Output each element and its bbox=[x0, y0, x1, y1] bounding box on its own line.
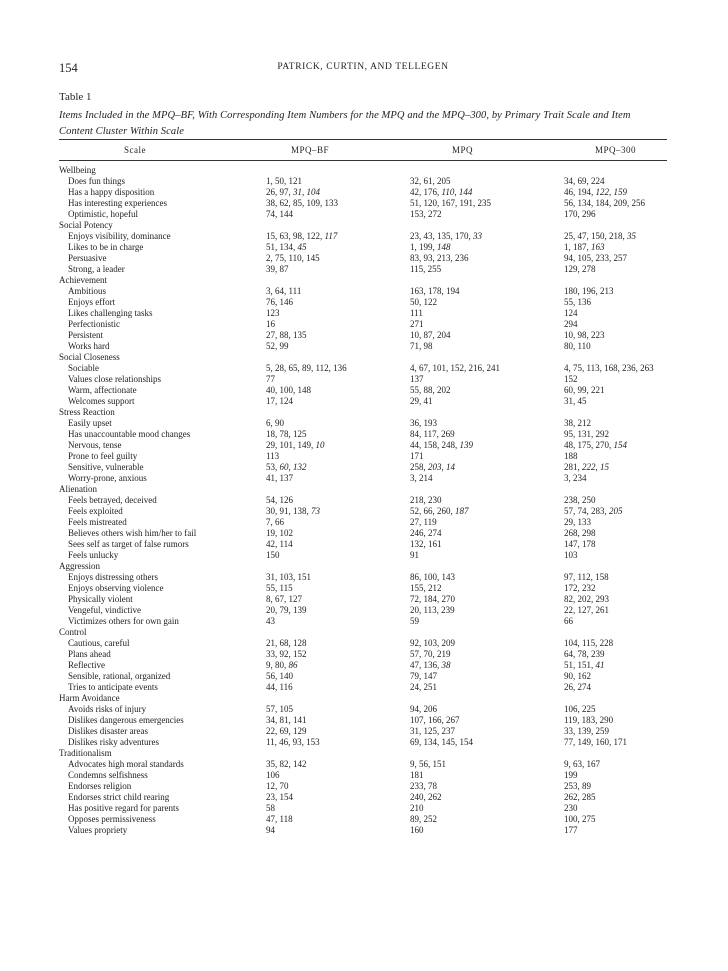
mpq-items: 1, 199, 148 bbox=[410, 242, 451, 252]
mpq-300-items: 1, 187, 163 bbox=[564, 242, 605, 252]
mpq-items: 44, 158, 248, 139 bbox=[410, 440, 473, 450]
item-cluster-label: Welcomes support bbox=[68, 396, 135, 406]
mpq-bf-items: 55, 115 bbox=[266, 583, 293, 593]
mpq-bf-items: 57, 105 bbox=[266, 704, 293, 714]
scale-name: Social Potency bbox=[59, 220, 113, 230]
mpq-bf-items: 16 bbox=[266, 319, 275, 329]
mpq-bf-items: 8, 67, 127 bbox=[266, 594, 302, 604]
mpq-items: 94, 206 bbox=[410, 704, 437, 714]
table-row bbox=[59, 814, 667, 825]
mpq-bf-items: 21, 68, 128 bbox=[266, 638, 307, 648]
item-cluster-label: Endorses religion bbox=[68, 781, 132, 791]
table-row bbox=[59, 572, 667, 583]
mpq-300-items: 56, 134, 184, 209, 256 bbox=[564, 198, 645, 208]
scale-name: Harm Avoidance bbox=[59, 693, 120, 703]
item-cluster-label: Warm, affectionate bbox=[68, 385, 137, 395]
item-cluster-label: Feels betrayed, deceived bbox=[68, 495, 157, 505]
mpq-items: 160 bbox=[410, 825, 424, 835]
table-row bbox=[59, 308, 667, 319]
table-body bbox=[59, 165, 667, 836]
mpq-items: 92, 103, 209 bbox=[410, 638, 455, 648]
table-row bbox=[59, 671, 667, 682]
item-cluster-label: Sees self as target of false rumors bbox=[68, 539, 189, 549]
running-title: PATRICK, CURTIN, AND TELLEGEN bbox=[277, 62, 449, 72]
mpq-bf-items: 22, 69, 129 bbox=[266, 726, 307, 736]
table-row bbox=[59, 242, 667, 253]
item-cluster-label: Endorses strict child rearing bbox=[68, 792, 170, 802]
mpq-300-items: 55, 136 bbox=[564, 297, 591, 307]
mpq-300-items: 100, 275 bbox=[564, 814, 596, 824]
mpq-items: 57, 70, 219 bbox=[410, 649, 451, 659]
mpq-300-items: 80, 110 bbox=[564, 341, 591, 351]
mpq-300-items: 230 bbox=[564, 803, 578, 813]
item-cluster-label: Enjoys visibility, dominance bbox=[68, 231, 171, 241]
mpq-bf-items: 54, 126 bbox=[266, 495, 293, 505]
mpq-bf-items: 30, 91, 138, 73 bbox=[266, 506, 320, 516]
mpq-items: 246, 274 bbox=[410, 528, 442, 538]
mpq-300-items: 33, 139, 259 bbox=[564, 726, 609, 736]
mpq-items: 72, 184, 270 bbox=[410, 594, 455, 604]
mpq-items: 79, 147 bbox=[410, 671, 437, 681]
mpq-bf-items: 11, 46, 93, 153 bbox=[266, 737, 320, 747]
mpq-300-items: 180, 196, 213 bbox=[564, 286, 614, 296]
mpq-300-items: 9, 63, 167 bbox=[564, 759, 600, 769]
scale-heading-row bbox=[59, 748, 667, 759]
mpq-items: 23, 43, 135, 170, 33 bbox=[410, 231, 482, 241]
mpq-300-items: 103 bbox=[564, 550, 578, 560]
mpq-bf-items: 29, 101, 149, 10 bbox=[266, 440, 325, 450]
table-row bbox=[59, 363, 667, 374]
scale-heading-row bbox=[59, 407, 667, 418]
table-row bbox=[59, 737, 667, 748]
mpq-items: 233, 78 bbox=[410, 781, 437, 791]
item-cluster-label: Prone to feel guilty bbox=[68, 451, 138, 461]
table-row bbox=[59, 792, 667, 803]
scale-name: Alienation bbox=[59, 484, 97, 494]
item-cluster-label: Values propriety bbox=[68, 825, 128, 835]
item-cluster-label: Optimistic, hopeful bbox=[68, 209, 138, 219]
mpq-items: 51, 120, 167, 191, 235 bbox=[410, 198, 491, 208]
mpq-bf-items: 27, 88, 135 bbox=[266, 330, 307, 340]
table-row bbox=[59, 198, 667, 209]
table-row bbox=[59, 770, 667, 781]
mpq-items: 29, 41 bbox=[410, 396, 433, 406]
mpq-items: 9, 56, 151 bbox=[410, 759, 446, 769]
item-cluster-label: Enjoys observing violence bbox=[68, 583, 164, 593]
table-row bbox=[59, 528, 667, 539]
item-cluster-label: Cautious, careful bbox=[68, 638, 130, 648]
table-row bbox=[59, 715, 667, 726]
mpq-items: 84, 117, 269 bbox=[410, 429, 455, 439]
mpq-300-items: 268, 298 bbox=[564, 528, 596, 538]
item-cluster-label: Reflective bbox=[68, 660, 105, 670]
mpq-bf-items: 41, 137 bbox=[266, 473, 293, 483]
table-row bbox=[59, 264, 667, 275]
mpq-bf-items: 2, 75, 110, 145 bbox=[266, 253, 320, 263]
scale-heading-row bbox=[59, 352, 667, 363]
scale-heading-row bbox=[59, 220, 667, 231]
table-row bbox=[59, 517, 667, 528]
item-cluster-label: Vengeful, vindictive bbox=[68, 605, 141, 615]
item-cluster-label: Works hard bbox=[68, 341, 110, 351]
mpq-300-items: 94, 105, 233, 257 bbox=[564, 253, 627, 263]
table-row bbox=[59, 616, 667, 627]
item-cluster-label: Plans ahead bbox=[68, 649, 111, 659]
mpq-300-items: 29, 133 bbox=[564, 517, 591, 527]
mpq-300-items: 34, 69, 224 bbox=[564, 176, 605, 186]
mpq-300-items: 66 bbox=[564, 616, 573, 626]
table-row bbox=[59, 682, 667, 693]
mpq-bf-items: 12, 70 bbox=[266, 781, 289, 791]
item-cluster-label: Values close relationships bbox=[68, 374, 161, 384]
table-row bbox=[59, 297, 667, 308]
mpq-300-items: 10, 98, 223 bbox=[564, 330, 605, 340]
item-cluster-label: Likes challenging tasks bbox=[68, 308, 153, 318]
mpq-300-items: 46, 194, 122, 159 bbox=[564, 187, 627, 197]
mpq-bf-items: 35, 82, 142 bbox=[266, 759, 307, 769]
mpq-items: 3, 214 bbox=[410, 473, 433, 483]
table-row bbox=[59, 418, 667, 429]
mpq-300-items: 60, 99, 221 bbox=[564, 385, 605, 395]
mpq-bf-items: 94 bbox=[266, 825, 275, 835]
table-row bbox=[59, 462, 667, 473]
item-cluster-label: Perfectionistic bbox=[68, 319, 120, 329]
mpq-bf-items: 15, 63, 98, 122, 117 bbox=[266, 231, 338, 241]
table-row bbox=[59, 550, 667, 561]
mpq-bf-items: 76, 146 bbox=[266, 297, 293, 307]
item-cluster-label: Nervous, tense bbox=[68, 440, 122, 450]
table-row bbox=[59, 803, 667, 814]
item-cluster-label: Feels exploited bbox=[68, 506, 123, 516]
scale-heading-row bbox=[59, 627, 667, 638]
table-top-rule bbox=[59, 139, 667, 140]
mpq-bf-items: 47, 118 bbox=[266, 814, 293, 824]
scale-heading-row bbox=[59, 693, 667, 704]
scale-name: Control bbox=[59, 627, 87, 637]
table-row bbox=[59, 396, 667, 407]
mpq-items: 181 bbox=[410, 770, 424, 780]
mpq-bf-items: 53, 60, 132 bbox=[266, 462, 307, 472]
table-row bbox=[59, 594, 667, 605]
scale-name: Stress Reaction bbox=[59, 407, 115, 417]
mpq-items: 52, 66, 260, 187 bbox=[410, 506, 469, 516]
item-cluster-label: Sensitive, vulnerable bbox=[68, 462, 144, 472]
mpq-items: 10, 87, 204 bbox=[410, 330, 451, 340]
scale-heading-row bbox=[59, 275, 667, 286]
mpq-items: 107, 166, 267 bbox=[410, 715, 460, 725]
mpq-bf-items: 19, 102 bbox=[266, 528, 293, 538]
mpq-300-items: 22, 127, 261 bbox=[564, 605, 609, 615]
mpq-items: 91 bbox=[410, 550, 419, 560]
mpq-300-items: 57, 74, 283, 205 bbox=[564, 506, 623, 516]
item-cluster-label: Feels unlucky bbox=[68, 550, 119, 560]
scale-name: Achievement bbox=[59, 275, 107, 285]
table-row bbox=[59, 759, 667, 770]
mpq-300-items: 38, 212 bbox=[564, 418, 591, 428]
mpq-items: 240, 262 bbox=[410, 792, 442, 802]
header-mpq: MPQ bbox=[452, 145, 474, 155]
mpq-300-items: 281, 222, 15 bbox=[564, 462, 609, 472]
mpq-300-items: 25, 47, 150, 218, 35 bbox=[564, 231, 636, 241]
mpq-items: 4, 67, 101, 152, 216, 241 bbox=[410, 363, 500, 373]
table-row bbox=[59, 451, 667, 462]
table-row bbox=[59, 341, 667, 352]
mpq-300-items: 4, 75, 113, 168, 236, 263 bbox=[564, 363, 654, 373]
table-row bbox=[59, 286, 667, 297]
mpq-300-items: 199 bbox=[564, 770, 578, 780]
mpq-items: 271 bbox=[410, 319, 424, 329]
item-cluster-label: Avoids risks of injury bbox=[68, 704, 147, 714]
table-row bbox=[59, 253, 667, 264]
mpq-bf-items: 77 bbox=[266, 374, 275, 384]
item-cluster-label: Enjoys effort bbox=[68, 297, 116, 307]
item-cluster-label: Dislikes disaster areas bbox=[68, 726, 148, 736]
mpq-300-items: 262, 285 bbox=[564, 792, 596, 802]
page-number: 154 bbox=[59, 61, 78, 75]
mpq-bf-items: 39, 87 bbox=[266, 264, 289, 274]
item-cluster-label: Has positive regard for parents bbox=[68, 803, 179, 813]
mpq-bf-items: 123 bbox=[266, 308, 280, 318]
table-row bbox=[59, 726, 667, 737]
mpq-items: 47, 136, 38 bbox=[410, 660, 451, 670]
item-cluster-label: Sensible, rational, organized bbox=[68, 671, 171, 681]
item-cluster-label: Has unaccountable mood changes bbox=[68, 429, 191, 439]
mpq-items: 20, 113, 239 bbox=[410, 605, 455, 615]
mpq-300-items: 124 bbox=[564, 308, 578, 318]
item-cluster-label: Likes to be in charge bbox=[68, 242, 144, 252]
mpq-300-items: 170, 296 bbox=[564, 209, 596, 219]
table-row bbox=[59, 781, 667, 792]
mpq-bf-items: 113 bbox=[266, 451, 280, 461]
table-header-row bbox=[59, 145, 667, 157]
mpq-bf-items: 43 bbox=[266, 616, 275, 626]
mpq-bf-items: 34, 81, 141 bbox=[266, 715, 307, 725]
table-row bbox=[59, 605, 667, 616]
table-header-rule bbox=[59, 160, 667, 161]
mpq-300-items: 188 bbox=[564, 451, 578, 461]
item-cluster-label: Sociable bbox=[68, 363, 99, 373]
table-row bbox=[59, 187, 667, 198]
mpq-300-items: 238, 250 bbox=[564, 495, 596, 505]
mpq-bf-items: 31, 103, 151 bbox=[266, 572, 311, 582]
mpq-items: 55, 88, 202 bbox=[410, 385, 451, 395]
mpq-bf-items: 1, 50, 121 bbox=[266, 176, 302, 186]
mpq-bf-items: 7, 66 bbox=[266, 517, 284, 527]
item-cluster-label: Enjoys distressing others bbox=[68, 572, 158, 582]
item-cluster-label: Opposes permissiveness bbox=[68, 814, 156, 824]
mpq-300-items: 104, 115, 228 bbox=[564, 638, 614, 648]
item-cluster-label: Physically violent bbox=[68, 594, 133, 604]
table-row bbox=[59, 825, 667, 836]
mpq-300-items: 51, 151, 41 bbox=[564, 660, 605, 670]
mpq-items: 36, 193 bbox=[410, 418, 437, 428]
table-row bbox=[59, 506, 667, 517]
mpq-300-items: 26, 274 bbox=[564, 682, 591, 692]
mpq-items: 153, 272 bbox=[410, 209, 442, 219]
mpq-300-items: 77, 149, 160, 171 bbox=[564, 737, 627, 747]
mpq-items: 132, 161 bbox=[410, 539, 442, 549]
scale-name: Wellbeing bbox=[59, 165, 96, 175]
mpq-items: 50, 122 bbox=[410, 297, 437, 307]
table-row bbox=[59, 495, 667, 506]
mpq-items: 210 bbox=[410, 803, 424, 813]
mpq-items: 42, 176, 110, 144 bbox=[410, 187, 473, 197]
table-row bbox=[59, 429, 667, 440]
mpq-items: 69, 134, 145, 154 bbox=[410, 737, 473, 747]
mpq-bf-items: 9, 80, 86 bbox=[266, 660, 298, 670]
mpq-items: 27, 119 bbox=[410, 517, 437, 527]
table-row bbox=[59, 649, 667, 660]
item-cluster-label: Worry-prone, anxious bbox=[68, 473, 147, 483]
scale-name: Traditionalism bbox=[59, 748, 112, 758]
mpq-bf-items: 42, 114 bbox=[266, 539, 293, 549]
table-row bbox=[59, 209, 667, 220]
header-mpq-300: MPQ–300 bbox=[595, 145, 637, 155]
mpq-items: 111 bbox=[410, 308, 423, 318]
table-row bbox=[59, 319, 667, 330]
item-cluster-label: Condemns selfishness bbox=[68, 770, 148, 780]
header-scale: Scale bbox=[124, 145, 146, 155]
table-row bbox=[59, 374, 667, 385]
mpq-300-items: 106, 225 bbox=[564, 704, 596, 714]
mpq-bf-items: 20, 79, 139 bbox=[266, 605, 307, 615]
mpq-bf-items: 51, 134, 45 bbox=[266, 242, 307, 252]
mpq-300-items: 129, 278 bbox=[564, 264, 596, 274]
item-cluster-label: Easily upset bbox=[68, 418, 112, 428]
mpq-items: 24, 251 bbox=[410, 682, 437, 692]
item-cluster-label: Tries to anticipate events bbox=[68, 682, 158, 692]
mpq-300-items: 119, 183, 290 bbox=[564, 715, 614, 725]
mpq-items: 31, 125, 237 bbox=[410, 726, 455, 736]
mpq-bf-items: 106 bbox=[266, 770, 280, 780]
table-label: Table 1 bbox=[59, 91, 92, 103]
mpq-items: 137 bbox=[410, 374, 424, 384]
item-cluster-label: Ambitious bbox=[68, 286, 107, 296]
table-row bbox=[59, 473, 667, 484]
mpq-bf-items: 74, 144 bbox=[266, 209, 293, 219]
item-cluster-label: Persuasive bbox=[68, 253, 107, 263]
item-cluster-label: Advocates high moral standards bbox=[68, 759, 184, 769]
mpq-items: 115, 255 bbox=[410, 264, 442, 274]
mpq-items: 218, 230 bbox=[410, 495, 442, 505]
item-cluster-label: Victimizes others for own gain bbox=[68, 616, 179, 626]
mpq-300-items: 152 bbox=[564, 374, 578, 384]
item-cluster-label: Feels mistreated bbox=[68, 517, 127, 527]
mpq-items: 155, 212 bbox=[410, 583, 442, 593]
item-cluster-label: Dislikes dangerous emergencies bbox=[68, 715, 184, 725]
mpq-bf-items: 5, 28, 65, 89, 112, 136 bbox=[266, 363, 347, 373]
mpq-bf-items: 3, 64, 111 bbox=[266, 286, 302, 296]
mpq-items: 89, 252 bbox=[410, 814, 437, 824]
running-head bbox=[59, 61, 667, 75]
item-cluster-label: Persistent bbox=[68, 330, 103, 340]
mpq-bf-items: 44, 116 bbox=[266, 682, 293, 692]
table-row bbox=[59, 440, 667, 451]
mpq-300-items: 177 bbox=[564, 825, 578, 835]
table-row bbox=[59, 231, 667, 242]
table-row bbox=[59, 539, 667, 550]
mpq-bf-items: 33, 92, 152 bbox=[266, 649, 307, 659]
mpq-300-items: 97, 112, 158 bbox=[564, 572, 609, 582]
mpq-300-items: 31, 45 bbox=[564, 396, 587, 406]
mpq-bf-items: 6, 90 bbox=[266, 418, 284, 428]
mpq-300-items: 64, 78, 239 bbox=[564, 649, 605, 659]
scale-heading-row bbox=[59, 561, 667, 572]
scale-heading-row bbox=[59, 165, 667, 176]
table-caption: Items Included in the MPQ–BF, With Corresponding Item Numbers for the MPQ and the MPQ–300, by Primary Trait Scale and Item Content Cluster Within Scale bbox=[59, 110, 631, 137]
scale-name: Aggression bbox=[59, 561, 100, 571]
table-row bbox=[59, 704, 667, 715]
table-row bbox=[59, 660, 667, 671]
mpq-bf-items: 58 bbox=[266, 803, 275, 813]
mpq-300-items: 147, 178 bbox=[564, 539, 596, 549]
mpq-items: 163, 178, 194 bbox=[410, 286, 460, 296]
item-cluster-label: Has interesting experiences bbox=[68, 198, 167, 208]
mpq-bf-items: 26, 97, 31, 104 bbox=[266, 187, 320, 197]
mpq-bf-items: 150 bbox=[266, 550, 280, 560]
header-mpq-bf: MPQ–BF bbox=[291, 145, 330, 155]
table-row bbox=[59, 330, 667, 341]
mpq-items: 71, 98 bbox=[410, 341, 433, 351]
mpq-items: 32, 61, 205 bbox=[410, 176, 451, 186]
mpq-bf-items: 23, 154 bbox=[266, 792, 293, 802]
mpq-bf-items: 52, 99 bbox=[266, 341, 289, 351]
mpq-bf-items: 18, 78, 125 bbox=[266, 429, 307, 439]
mpq-items: 83, 93, 213, 236 bbox=[410, 253, 469, 263]
item-cluster-label: Has a happy disposition bbox=[68, 187, 155, 197]
mpq-300-items: 294 bbox=[564, 319, 578, 329]
mpq-items: 59 bbox=[410, 616, 419, 626]
table-row bbox=[59, 176, 667, 187]
mpq-bf-items: 56, 140 bbox=[266, 671, 293, 681]
item-cluster-label: Does fun things bbox=[68, 176, 125, 186]
mpq-bf-items: 40, 100, 148 bbox=[266, 385, 311, 395]
mpq-bf-items: 38, 62, 85, 109, 133 bbox=[266, 198, 338, 208]
mpq-bf-items: 17, 124 bbox=[266, 396, 293, 406]
item-cluster-label: Believes others wish him/her to fail bbox=[68, 528, 197, 538]
table-row bbox=[59, 385, 667, 396]
mpq-300-items: 172, 232 bbox=[564, 583, 596, 593]
table-row bbox=[59, 583, 667, 594]
mpq-300-items: 253, 89 bbox=[564, 781, 591, 791]
mpq-items: 258, 203, 14 bbox=[410, 462, 455, 472]
mpq-300-items: 3, 234 bbox=[564, 473, 587, 483]
mpq-300-items: 95, 131, 292 bbox=[564, 429, 609, 439]
scale-name: Social Closeness bbox=[59, 352, 120, 362]
mpq-300-items: 82, 202, 293 bbox=[564, 594, 609, 604]
table-row bbox=[59, 638, 667, 649]
item-cluster-label: Dislikes risky adventures bbox=[68, 737, 159, 747]
mpq-items: 171 bbox=[410, 451, 424, 461]
scale-heading-row bbox=[59, 484, 667, 495]
mpq-300-items: 48, 175, 270, 154 bbox=[564, 440, 627, 450]
item-cluster-label: Strong, a leader bbox=[68, 264, 125, 274]
mpq-items: 86, 100, 143 bbox=[410, 572, 455, 582]
mpq-300-items: 90, 162 bbox=[564, 671, 591, 681]
